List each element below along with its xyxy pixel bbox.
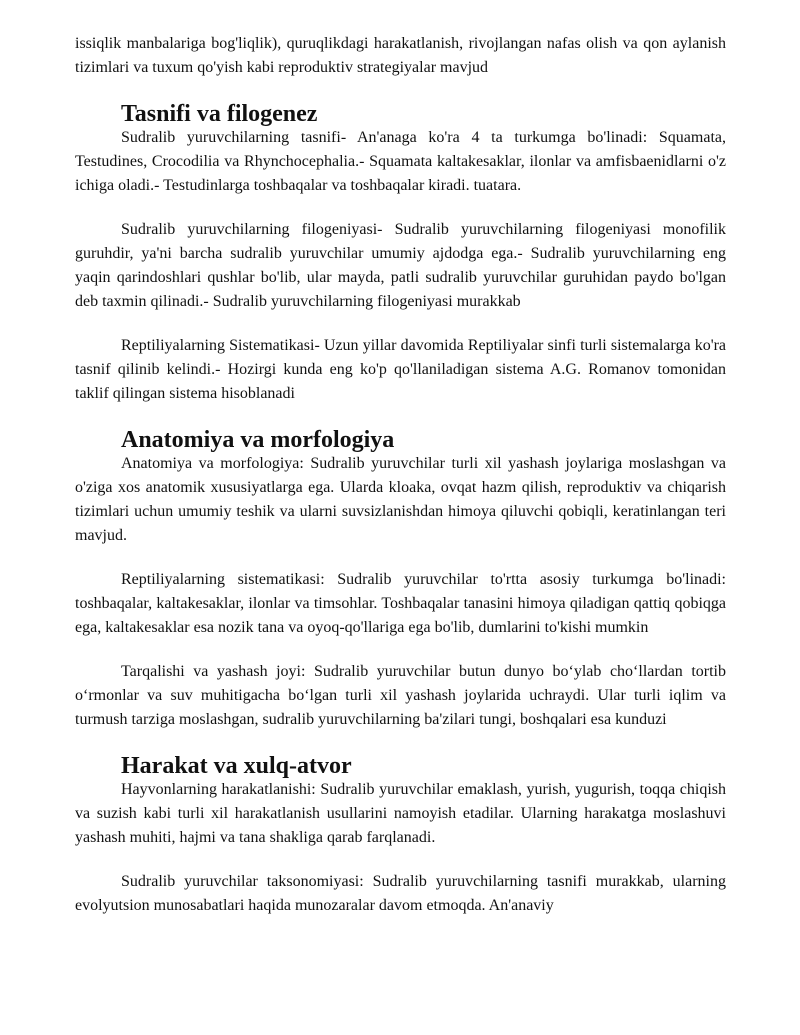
paragraph-filogeniyasi: Sudralib yuruvchilarning filogeniyasi- Sudralib yuruvchilarning filogeniyasi monofilik guruhdir, ya'ni barcha sudralib yuruvchilar umumiy ajdodga ega.- Sudralib yuruvchilarning eng yaqin qarindoshlari qushlar bo'lib, ular mayda, patli sudralib yuruvchilar guruhidan paydo bo'lgan deb taxmin qilinadi.- Sudralib yuruvchilarning filogeniyasi murakkab — [75, 221, 726, 310]
section-heading-harakat: Harakat va xulq-atvor — [121, 753, 352, 779]
intro-fragment: issiqlik manbalariga bog'liqlik), quruqlikdagi harakatlanish, rivojlangan nafas olish va qon aylanish tizimlari va tuxum qo'yish kabi reproduktiv strategiyalar mavjud — [75, 35, 726, 76]
paragraph-tarqalishi: Tarqalishi va yashash joyi: Sudralib yuruvchilar butun dunyo bo‘ylab cho‘llardan tortib o‘rmonlar va suv muhitigacha bo‘lgan turli xil yashash joylarida uchraydi. Ular turli iqlim va turmush tarziga moslashgan, sudralib yuruvchilarning ba'zilari tungi, boshqalari esa kunduzi — [75, 663, 726, 728]
paragraph-taksonomiyasi: Sudralib yuruvchilar taksonomiyasi: Sudralib yuruvchilarning tasnifi murakkab, ularning evolyutsion munosabatlari haqida munozaralar davom etmoqda. An'anaviy — [75, 873, 726, 914]
paragraph-harakatlanishi: Hayvonlarning harakatlanishi: Sudralib yuruvchilar emaklash, yurish, yugurish, toqqa chiqish va suzish kabi turli xil harakatlanish usullarini namoyish etadilar. Ularning harakatga moslashuvi yashash muhiti, hajmi va tana shakliga qarab farqlanadi. — [75, 781, 726, 846]
paragraph-anatomiya: Anatomiya va morfologiya: Sudralib yuruvchilar turli xil yashash joylariga moslashgan va o'ziga xos anatomik xususiyatlarga ega. Ularda kloaka, ovqat hazm qilish, reproduktiv va chiqarish tizimlari uchun umumiy teshik va ularni suvsizlanishdan himoya qiluvchi qobiqli, keratinlangan teri mavjud. — [75, 455, 726, 544]
paragraph-tasnifi: Sudralib yuruvchilarning tasnifi- An'anaga ko'ra 4 ta turkumga bo'linadi: Squamata, Testudines, Crocodilia va Rhynchocephalia.- Squamata kaltakesaklar, ilonlar va amfisbaenidlarni o'z ichiga oladi.- Testudinlarga toshbaqalar va toshbaqalar kiradi. tuatara. — [75, 129, 726, 194]
section-heading-anatomiya: Anatomiya va morfologiya — [121, 427, 395, 453]
section-heading-tasnifi: Tasnifi va filogenez — [121, 101, 318, 127]
paragraph-reptiliya-sistematikasi: Reptiliyalarning sistematikasi: Sudralib yuruvchilar to'rtta asosiy turkumga bo'linadi: toshbaqalar, kaltakesaklar, ilonlar va timsohlar. Toshbaqalar tanasini himoya qiladigan qattiq qobiqga ega, kaltakesaklar esa nozik tana va oyoq-qo'llariga ega bo'lib, dumlarini to'kishi mumkin — [75, 571, 726, 636]
paragraph-sistematikasi: Reptiliyalarning Sistematikasi- Uzun yillar davomida Reptiliyalar sinfi turli sistemalarga ko'ra tasnif qilinib kelindi.- Hozirgi kunda eng ko'p qo'llaniladigan sistema A.G. Romanov tomonidan taklif qilingan sistema hisoblanadi — [75, 337, 726, 402]
document-page — [75, 32, 726, 918]
